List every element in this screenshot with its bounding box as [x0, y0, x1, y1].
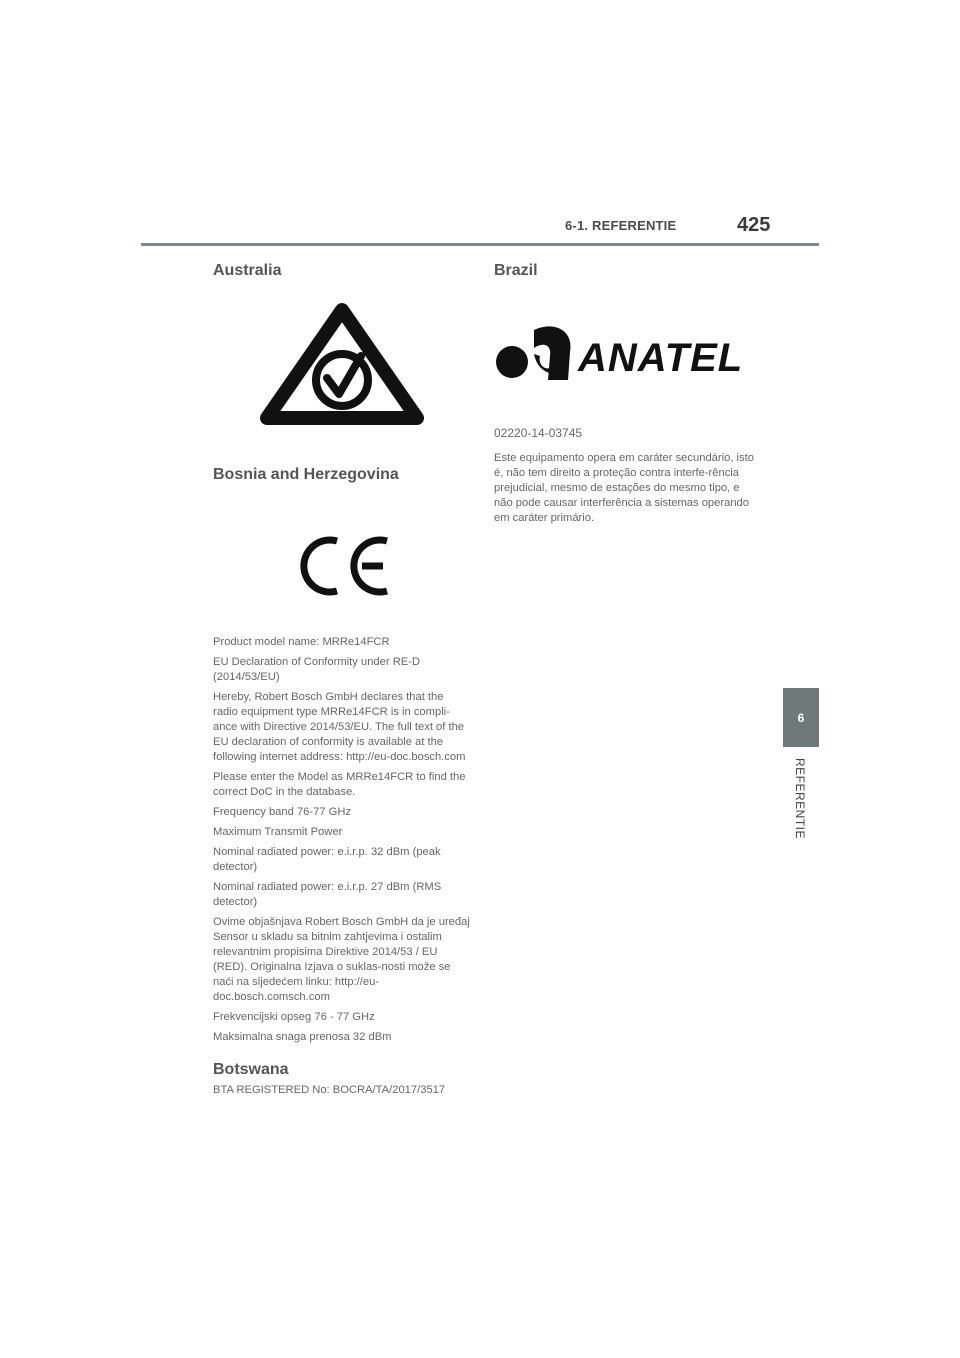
botswana-registration: BTA REGISTERED No: BOCRA/TA/2017/3517 — [213, 1084, 446, 1096]
right-column — [494, 262, 754, 531]
anatel-code: 02220-14-03745 — [494, 426, 583, 440]
side-chapter-label: REFERENTIE — [793, 758, 807, 840]
running-header-section: 6-1. REFERENTIE — [565, 218, 677, 233]
chapter-number: 6 — [797, 710, 805, 725]
paragraph: Frekvencijski opseg 76 - 77 GHz — [213, 1011, 375, 1023]
chapter-tab — [783, 688, 819, 747]
header-rule — [141, 243, 819, 246]
paragraph: EU Declaration of Conformity under RE-D (2014/53/EU) — [213, 656, 421, 683]
paragraph: Frequency band 76-77 GHz — [213, 806, 352, 818]
rcm-compliance-mark-icon — [257, 300, 427, 430]
paragraph: Ovime objašnjava Robert Bosch GmbH da je uređaj Sensor u skladu sa bitnim zahtjevima i ostalim relevantnim propisima Direktive 2014/53 / EU (RED). Originalna Izjava o suklas-nosti može se naći na sljedećem linku: http://eu-doc.bosch.comsch.com — [213, 916, 470, 1003]
brazil-text: Este equipamento opera em caráter secundário, isto é, não tem direito a proteção contra interfe-rência prejudicial, mesmo de estações do mesmo tipo, e não pode causar interferência a sistemas operando em caráter primário. — [494, 452, 754, 524]
paragraph: Maximum Transmit Power — [213, 826, 343, 838]
heading-brazil: Brazil — [494, 262, 538, 279]
paragraph: Nominal radiated power: e.i.r.p. 27 dBm (RMS detector) — [213, 881, 442, 908]
heading-australia: Australia — [213, 262, 282, 279]
bosnia-text-block — [213, 635, 471, 1045]
paragraph: Maksimalna snaga prenosa 32 dBm — [213, 1031, 392, 1043]
paragraph: Nominal radiated power: e.i.r.p. 32 dBm (peak detector) — [213, 846, 441, 873]
paragraph: Product model name: MRRe14FCR — [213, 636, 390, 648]
page-number: 425 — [737, 214, 771, 236]
anatel-logo-icon — [494, 318, 754, 388]
left-column — [213, 262, 471, 1103]
paragraph: Hereby, Robert Bosch GmbH declares that the radio equipment type MRRe14FCR is in compli-ance with Directive 2014/53/EU. The full text of the EU declaration of conformity is available at the following internet address: http://eu-doc.bosch.com — [213, 691, 466, 763]
heading-botswana: Botswana — [213, 1061, 289, 1078]
ce-mark-icon — [293, 531, 393, 601]
paragraph: Please enter the Model as MRRe14FCR to find the correct DoC in the database. — [213, 771, 466, 798]
anatel-wordmark: ANATEL — [578, 336, 744, 380]
heading-bosnia: Bosnia and Herzegovina — [213, 466, 399, 483]
